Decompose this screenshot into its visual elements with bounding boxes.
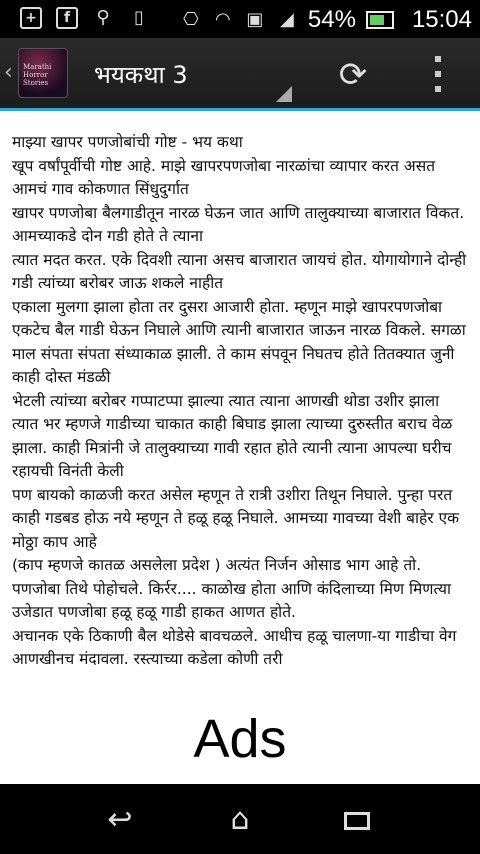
up-caret-icon[interactable]: ‹ bbox=[4, 60, 13, 85]
story-content[interactable] bbox=[0, 111, 480, 784]
clock: 15:04 bbox=[411, 6, 472, 33]
notification-icons bbox=[20, 7, 150, 29]
signal-icon: ◢ bbox=[279, 9, 294, 30]
wifi-icon: ◠ bbox=[215, 9, 231, 30]
action-bar bbox=[0, 38, 480, 111]
navigation-bar bbox=[0, 784, 480, 854]
battery-charging-icon: ▯ bbox=[134, 7, 144, 28]
overflow-dot bbox=[435, 86, 441, 92]
overflow-dot bbox=[435, 56, 441, 62]
sim-missing-icon: ▣ bbox=[246, 9, 264, 30]
recents-icon[interactable] bbox=[344, 812, 370, 830]
refresh-icon[interactable]: ⟳ bbox=[338, 55, 368, 95]
status-bar bbox=[0, 0, 480, 38]
battery-icon bbox=[366, 11, 394, 29]
app-icon-text: Marathi Horror Stories bbox=[23, 63, 52, 87]
system-icons bbox=[180, 6, 472, 34]
add-icon: + bbox=[20, 7, 42, 29]
home-icon[interactable]: ⌂ bbox=[230, 802, 250, 837]
vibrate-icon: ⎔ bbox=[183, 9, 199, 30]
facebook-icon: f bbox=[56, 7, 78, 29]
app-icon[interactable] bbox=[18, 48, 68, 98]
spinner-indicator-icon bbox=[276, 86, 292, 102]
usb-icon: ⚲ bbox=[96, 7, 110, 28]
battery-percent: 54% bbox=[307, 6, 356, 33]
page-title[interactable]: भयकथा 3 bbox=[94, 61, 188, 89]
overflow-menu-icon[interactable] bbox=[430, 56, 446, 92]
story-text: माझ्या खापर पणजोबांची गोष्ट - भय कथा खूप वर्षांपूर्वीची गोष्ट आहे. माझे खापरपणजोबा नारळांचा व्यापार करत असत आमचं गाव कोकणात सिंधुदुर्गात खापर पणजोबा बैलगाडीतून नारळ घेऊन जात आणि तालुक्याच्या बाजारात विकत. आमच्याकडे दोन गडी होते ते त्याना त्यात मदत करत. एके दिवशी त्याना असच बाजारात जायचं होत. योगायोगाने दोन्ही गडी त्यांच्या बरोबर जाऊ शकले नाहीत एकाला मुलगा झाला होता तर दुसरा आजारी होता. म्हणून माझे खापरपणजोबा एकटेच बैल गाडी घेऊन निघाले आणि त्यानी बाजारात जाऊन नारळ विकले. सगळा माल संपता संपता संध्याकाळ झाली. ते काम संपवून निघतच होते तितक्यात जुनी काही दोस्त मंडळी भेटली त्यांच्या बरोबर गप्पाटप्पा झाल्या त्यात त्याना आणखी थोडा उशीर झाला त्यात भर म्हणजे गाडीच्या चाकात काही बिघाड झाला त्याच्या दुरुस्तीत बराच वेळ झाला. काही मित्रांनी जे तालुक्याच्या गावी रहात होते त्यानी त्याना आपल्या घरीच रहायची विनंती केली पण बायको काळजी करत असेल म्हणून ते रात्री उशीरा तिथून निघाले. पुन्हा परत काही गडबड होऊ नये म्हणून ते हळू हळू निघाले. आमच्या गावच्या वेशी बाहेर एक मोठ्ठा काप आहे (काप म्हणजे कातळ असलेला प्रदेश ) अत्यंत निर्जन ओसाड भाग आहे तो. पणजोबा तिथे पोहोचले. किर्रर.... काळोख होता आणि कंदिलाच्या मिण मिणत्या उजेडात पणजोबा हळू हळू गाडी हाकत आणत होते. अचानक एके ठिकाणी बैल थोडेसे बावचळले. आधीच हळू चालणा-या गाडीचा वेग आणखीनच मंदावला. रस्त्याच्या कडेला कोणी तरी bbox=[12, 133, 467, 668]
back-icon[interactable]: ↩ bbox=[107, 802, 133, 837]
ads-banner[interactable]: Ads bbox=[193, 709, 287, 769]
overflow-dot bbox=[435, 71, 441, 77]
